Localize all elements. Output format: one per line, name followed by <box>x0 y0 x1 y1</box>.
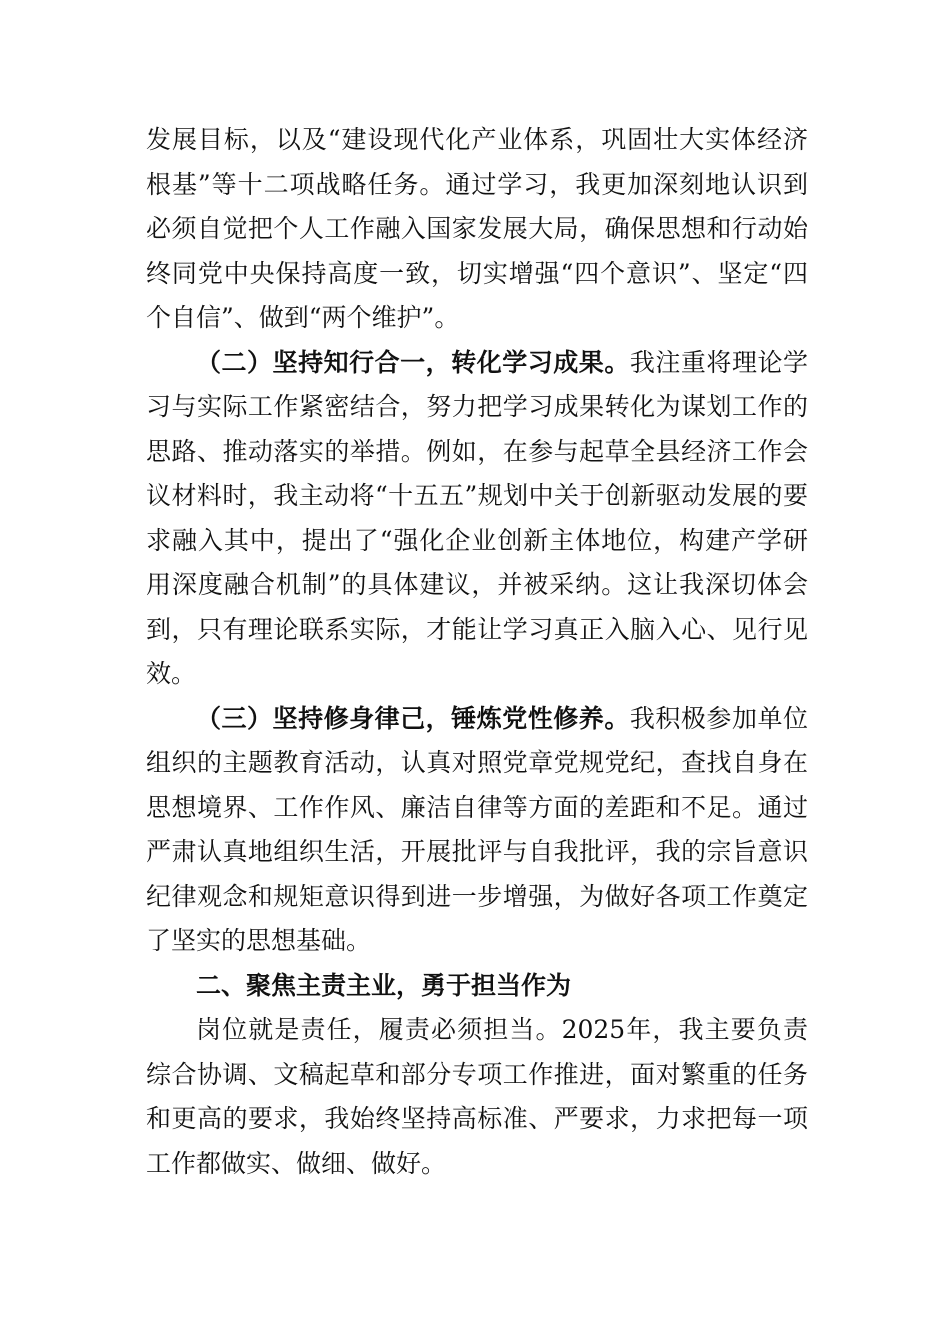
section-3-body: 我积极参加单位组织的主题教育活动，认真对照党章党规党纪，查找自身在思想境界、工作作风、廉洁自律等方面的差距和不足。通过严肃认真地组织生活，开展批评与自我批评，我的宗旨意识纪律观念和规矩意识得到进一步增强，为做好各项工作奠定了坚实的思想基础。 <box>146 703 808 955</box>
section-2-body: 我注重将理论学习与实际工作紧密结合，努力把学习成果转化为谋划工作的思路、推动落实的举措。例如，在参与起草全县经济工作会议材料时，我主动将“十五五”规划中关于创新驱动发展的要求融入其中，提出了“强化企业创新主体地位，构建产学研用深度融合机制”的具体建议，并被采纳。这让我深切体会到，只有理论联系实际，才能让学习真正入脑入心、见行见效。 <box>146 347 808 688</box>
paragraph-responsibility: 岗位就是责任，履责必须担当。2025年，我主要负责综合协调、文稿起草和部分专项工作推进，面对繁重的任务和更高的要求，我始终坚持高标准、严要求，力求把每一项工作都做实、做细、做好。 <box>146 1015 808 1178</box>
section-3-lead: （三）坚持修身律己，锤炼党性修养。 <box>196 703 630 733</box>
heading-part-two: 二、聚焦主责主业，勇于担当作为 <box>196 970 572 1000</box>
paragraph-section-3 <box>146 697 808 964</box>
paragraph-continuation: 发展目标，以及“建设现代化产业体系，巩固壮大实体经济根基”等十二项战略任务。通过学习，我更加深刻地认识到必须自觉把个人工作融入国家发展大局，确保思想和行动始终同党中央保持高度一致，切实增强“四个意识”、坚定“四个自信”、做到“两个维护”。 <box>146 125 808 332</box>
paragraph-section-2 <box>146 341 808 697</box>
section-2-lead: （二）坚持知行合一，转化学习成果。 <box>196 347 630 377</box>
document-body <box>146 118 808 1186</box>
